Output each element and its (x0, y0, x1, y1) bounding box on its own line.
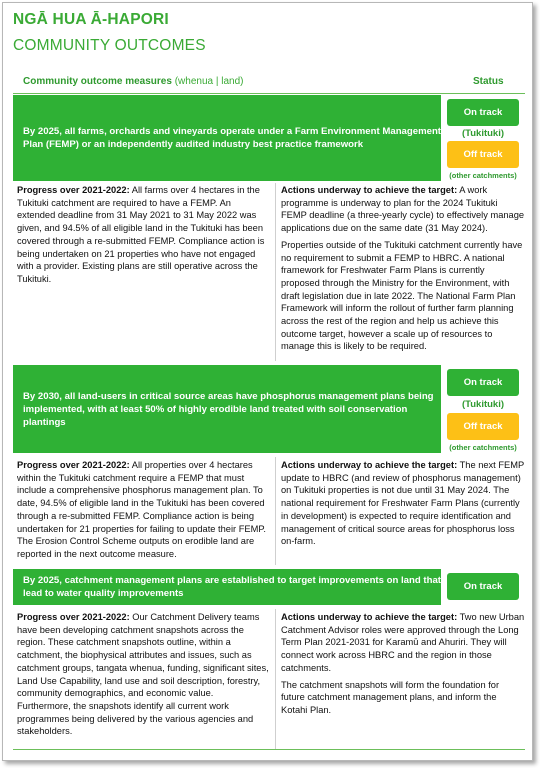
status-badge-off-track: Off track (447, 413, 519, 440)
column-divider (275, 457, 276, 565)
actions-cell-1: Actions underway to achieve the target: A work programme is underway to plan for the 2024 Tukituki FEMP deadline (a three-yearly cycle) to effectively manage applications due on the same date (31 May 2024). Properties outside of the Tukituki catchment currently have no requirement to submit a FEMP to HBRC. A national framework for Freshwater Farm Plans is currently proposed through the Ministry for the Environment, with draft legislation due in late 2022. The National Farm Plan Framework will inform the rollout of further farm planning across the rest of the region and help us achieve this outcome target, however a scale up of resources to manage this is likely to be required. (281, 185, 525, 352)
status-badge-on-track: On track (447, 99, 519, 126)
status-badge-off-track: Off track (447, 141, 519, 168)
column-divider (275, 609, 276, 749)
measures-header: Community outcome measures (whenua | land) (23, 76, 244, 87)
progress-cell-3: Progress over 2021-2022: Our Catchment Delivery teams have been developing catchment snapshots across the region. These catchment snapshots outline, within a catchment, the biophysical attributes and issues, such as catchment groups, tangata whenua, funding, significant sites, Land Use Capability, land use and soil description, forestry, community demographics, and economic value. Furthermore, the snapshots identify all current work programmes being delivered by the various agencies and stakeholders. (17, 612, 269, 737)
column-divider (275, 183, 276, 361)
status-caption: (other catchments) (449, 171, 517, 180)
table-header (13, 75, 525, 94)
report-page (2, 2, 533, 761)
actions-cell-3: Actions underway to achieve the target: Two new Urban Catchment Advisor roles were approved through the Long Term Plan 2021-2031 for Karamū and Ahuriri. They will connect work across HBRC and the region in those catchments. The catchment snapshots will form the foundation for future catchment management plans, and inform the Kotahi Plan. (281, 612, 525, 715)
status-cell-1 (441, 95, 525, 181)
outcome-target-3: By 2025, catchment management plans are established to target improvements on land that lead to water quality improvements (13, 569, 441, 605)
status-caption: (Tukituki) (461, 128, 505, 139)
outcome-target-1: By 2025, all farms, orchards and vineyards operate under a Farm Environment Management Plan (FEMP) or an independently audited industry best practice framework (13, 95, 441, 181)
status-cell-3 (441, 569, 525, 605)
status-caption: (other catchments) (449, 443, 517, 452)
outcome-target-2: By 2030, all land-users in critical source areas have phosphorus management plans being implemented, with at least 50% of highly erodible land treated with soil conservation plantings (13, 365, 441, 453)
status-badge-on-track: On track (447, 573, 519, 600)
actions-cell-2: Actions underway to achieve the target: The next FEMP update to HBRC (and review of phosphorus management) on Tukituki properties is not due until 31 May 2024. The national requirement for Freshwater Farm Plans (currently in development) is expected to require identification and management of critical source areas for phosphorus loss on-farm. (281, 460, 525, 547)
progress-cell-2: Progress over 2021-2022: All properties over 4 hectares within the Tukituki catchment require a FEMP that must include a comprehensive phosphorus management plan. To date, 94.5% of eligible land in the Tukituki has been covered through a re-submitted FEMP. Compliance action is being undertaken for 21 properties for failing to update their FEMP. The Erosion Control Scheme outputs on erodible land are reported in the next outcome measure. (17, 460, 266, 559)
progress-cell-1: Progress over 2021-2022: All farms over 4 hectares in the Tukituki catchment are required to have a FEMP. An extended deadline from 31 May 2021 to 31 May 2022 was given, and 94.5% of all eligible land in the Tukituki has been covered through a re-submitted FEMP. Compliance action is being undertaken on 21 properties who have not engaged with a provider. Existing plans are still operative across the Tukituki. (17, 185, 265, 284)
page-title-english: COMMUNITY OUTCOMES (13, 37, 206, 54)
page-title-maori: NGĀ HUA Ā-HAPORI (13, 11, 169, 28)
table-bottom-rule (13, 749, 525, 750)
status-cell-2 (441, 365, 525, 453)
status-header: Status (473, 76, 504, 87)
status-badge-on-track: On track (447, 369, 519, 396)
status-caption: (Tukituki) (461, 399, 505, 410)
